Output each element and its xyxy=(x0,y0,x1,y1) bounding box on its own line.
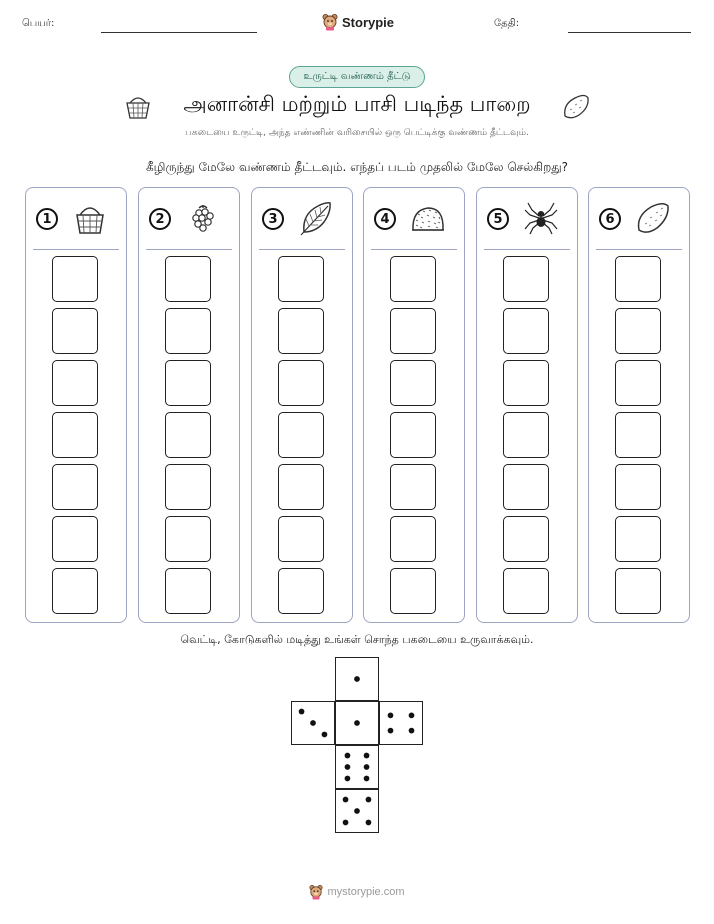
column-divider xyxy=(371,249,457,250)
die-face-one-icon xyxy=(336,702,378,744)
title-basket-icon xyxy=(124,92,152,120)
color-box[interactable] xyxy=(52,308,98,354)
dice-face-1-top xyxy=(335,657,379,701)
color-box[interactable] xyxy=(165,516,211,562)
color-box[interactable] xyxy=(278,308,324,354)
color-box[interactable] xyxy=(52,464,98,510)
dice-face-4 xyxy=(379,701,423,745)
color-box[interactable] xyxy=(390,308,436,354)
color-box[interactable] xyxy=(165,360,211,406)
color-box[interactable] xyxy=(503,464,549,510)
color-box[interactable] xyxy=(615,360,661,406)
color-box[interactable] xyxy=(165,568,211,614)
name-label: பெயர்: xyxy=(22,18,55,29)
column-2 xyxy=(138,187,240,623)
bear-logo-icon xyxy=(322,13,338,31)
column-1 xyxy=(25,187,127,623)
brand-logo xyxy=(322,13,394,31)
color-box[interactable] xyxy=(390,516,436,562)
color-box[interactable] xyxy=(165,464,211,510)
color-box[interactable] xyxy=(390,360,436,406)
column-number: 2 xyxy=(149,208,171,230)
color-box[interactable] xyxy=(503,568,549,614)
color-box[interactable] xyxy=(615,568,661,614)
color-box[interactable] xyxy=(615,256,661,302)
dice-face-3 xyxy=(291,701,335,745)
sweet-potato-icon xyxy=(635,200,671,236)
activity-badge: உருட்டி வண்ணம் தீட்டு xyxy=(289,66,425,88)
column-number: 3 xyxy=(262,208,284,230)
color-box[interactable] xyxy=(52,568,98,614)
berry-icon xyxy=(185,200,221,236)
column-4 xyxy=(363,187,465,623)
color-box[interactable] xyxy=(278,568,324,614)
column-divider xyxy=(484,249,570,250)
column-divider xyxy=(146,249,232,250)
column-divider xyxy=(596,249,682,250)
die-face-five-icon xyxy=(336,790,378,832)
column-divider xyxy=(259,249,345,250)
question: கீழிருந்து மேலே வண்ணம் தீட்டவும். எந்தப் படம் முதலில் மேலே செல்கிறது? xyxy=(145,160,569,174)
color-box[interactable] xyxy=(615,412,661,458)
date-label: தேதி: xyxy=(494,18,520,29)
column-number: 1 xyxy=(36,208,58,230)
moss-rock-icon xyxy=(410,200,446,236)
color-box[interactable] xyxy=(278,360,324,406)
color-box[interactable] xyxy=(503,516,549,562)
color-box[interactable] xyxy=(390,256,436,302)
color-box[interactable] xyxy=(503,256,549,302)
color-box[interactable] xyxy=(615,464,661,510)
color-box[interactable] xyxy=(503,308,549,354)
footer-url[interactable]: mystorypie.com xyxy=(327,886,405,898)
column-3 xyxy=(251,187,353,623)
leaf-icon xyxy=(298,200,334,236)
color-box[interactable] xyxy=(52,360,98,406)
basket-icon xyxy=(72,200,108,236)
bear-logo-icon xyxy=(309,884,323,900)
dice-face-1-center xyxy=(335,701,379,745)
name-line xyxy=(101,32,257,33)
color-box[interactable] xyxy=(52,256,98,302)
color-box[interactable] xyxy=(503,412,549,458)
column-number: 6 xyxy=(599,208,621,230)
die-face-three-icon xyxy=(292,702,334,744)
column-divider xyxy=(33,249,119,250)
color-box[interactable] xyxy=(165,412,211,458)
color-box[interactable] xyxy=(390,464,436,510)
column-5 xyxy=(476,187,578,623)
brand-name: Storypie xyxy=(342,14,395,30)
instructions: பகடையை உருட்டி, அந்த எண்ணின் வரிசையில் ஒரு பெட்டிக்கு வண்ணம் தீட்டவும். xyxy=(185,128,529,138)
color-box[interactable] xyxy=(278,256,324,302)
die-face-four-icon xyxy=(380,702,422,744)
dice-face-6 xyxy=(335,745,379,789)
cut-fold-instruction: வெட்டி, கோடுகளில் மடித்து உங்கள் சொந்த பகடையை உருவாக்கவும். xyxy=(180,633,534,646)
dice-face-5 xyxy=(335,789,379,833)
color-box[interactable] xyxy=(278,464,324,510)
color-box[interactable] xyxy=(615,308,661,354)
column-number: 4 xyxy=(374,208,396,230)
color-box[interactable] xyxy=(615,516,661,562)
column-number: 5 xyxy=(487,208,509,230)
color-box[interactable] xyxy=(165,308,211,354)
color-box[interactable] xyxy=(278,412,324,458)
title-sweet-potato-icon xyxy=(561,92,591,122)
color-box[interactable] xyxy=(165,256,211,302)
color-box[interactable] xyxy=(390,568,436,614)
color-box[interactable] xyxy=(503,360,549,406)
spider-icon xyxy=(523,200,559,236)
color-box[interactable] xyxy=(52,412,98,458)
die-face-one-icon xyxy=(336,658,378,700)
column-6 xyxy=(588,187,690,623)
date-line xyxy=(568,32,691,33)
footer xyxy=(300,884,414,900)
color-box[interactable] xyxy=(52,516,98,562)
die-face-six-icon xyxy=(336,746,378,788)
color-box[interactable] xyxy=(390,412,436,458)
color-box[interactable] xyxy=(278,516,324,562)
page-title: அனான்சி மற்றும் பாசி படிந்த பாறை xyxy=(183,92,531,116)
